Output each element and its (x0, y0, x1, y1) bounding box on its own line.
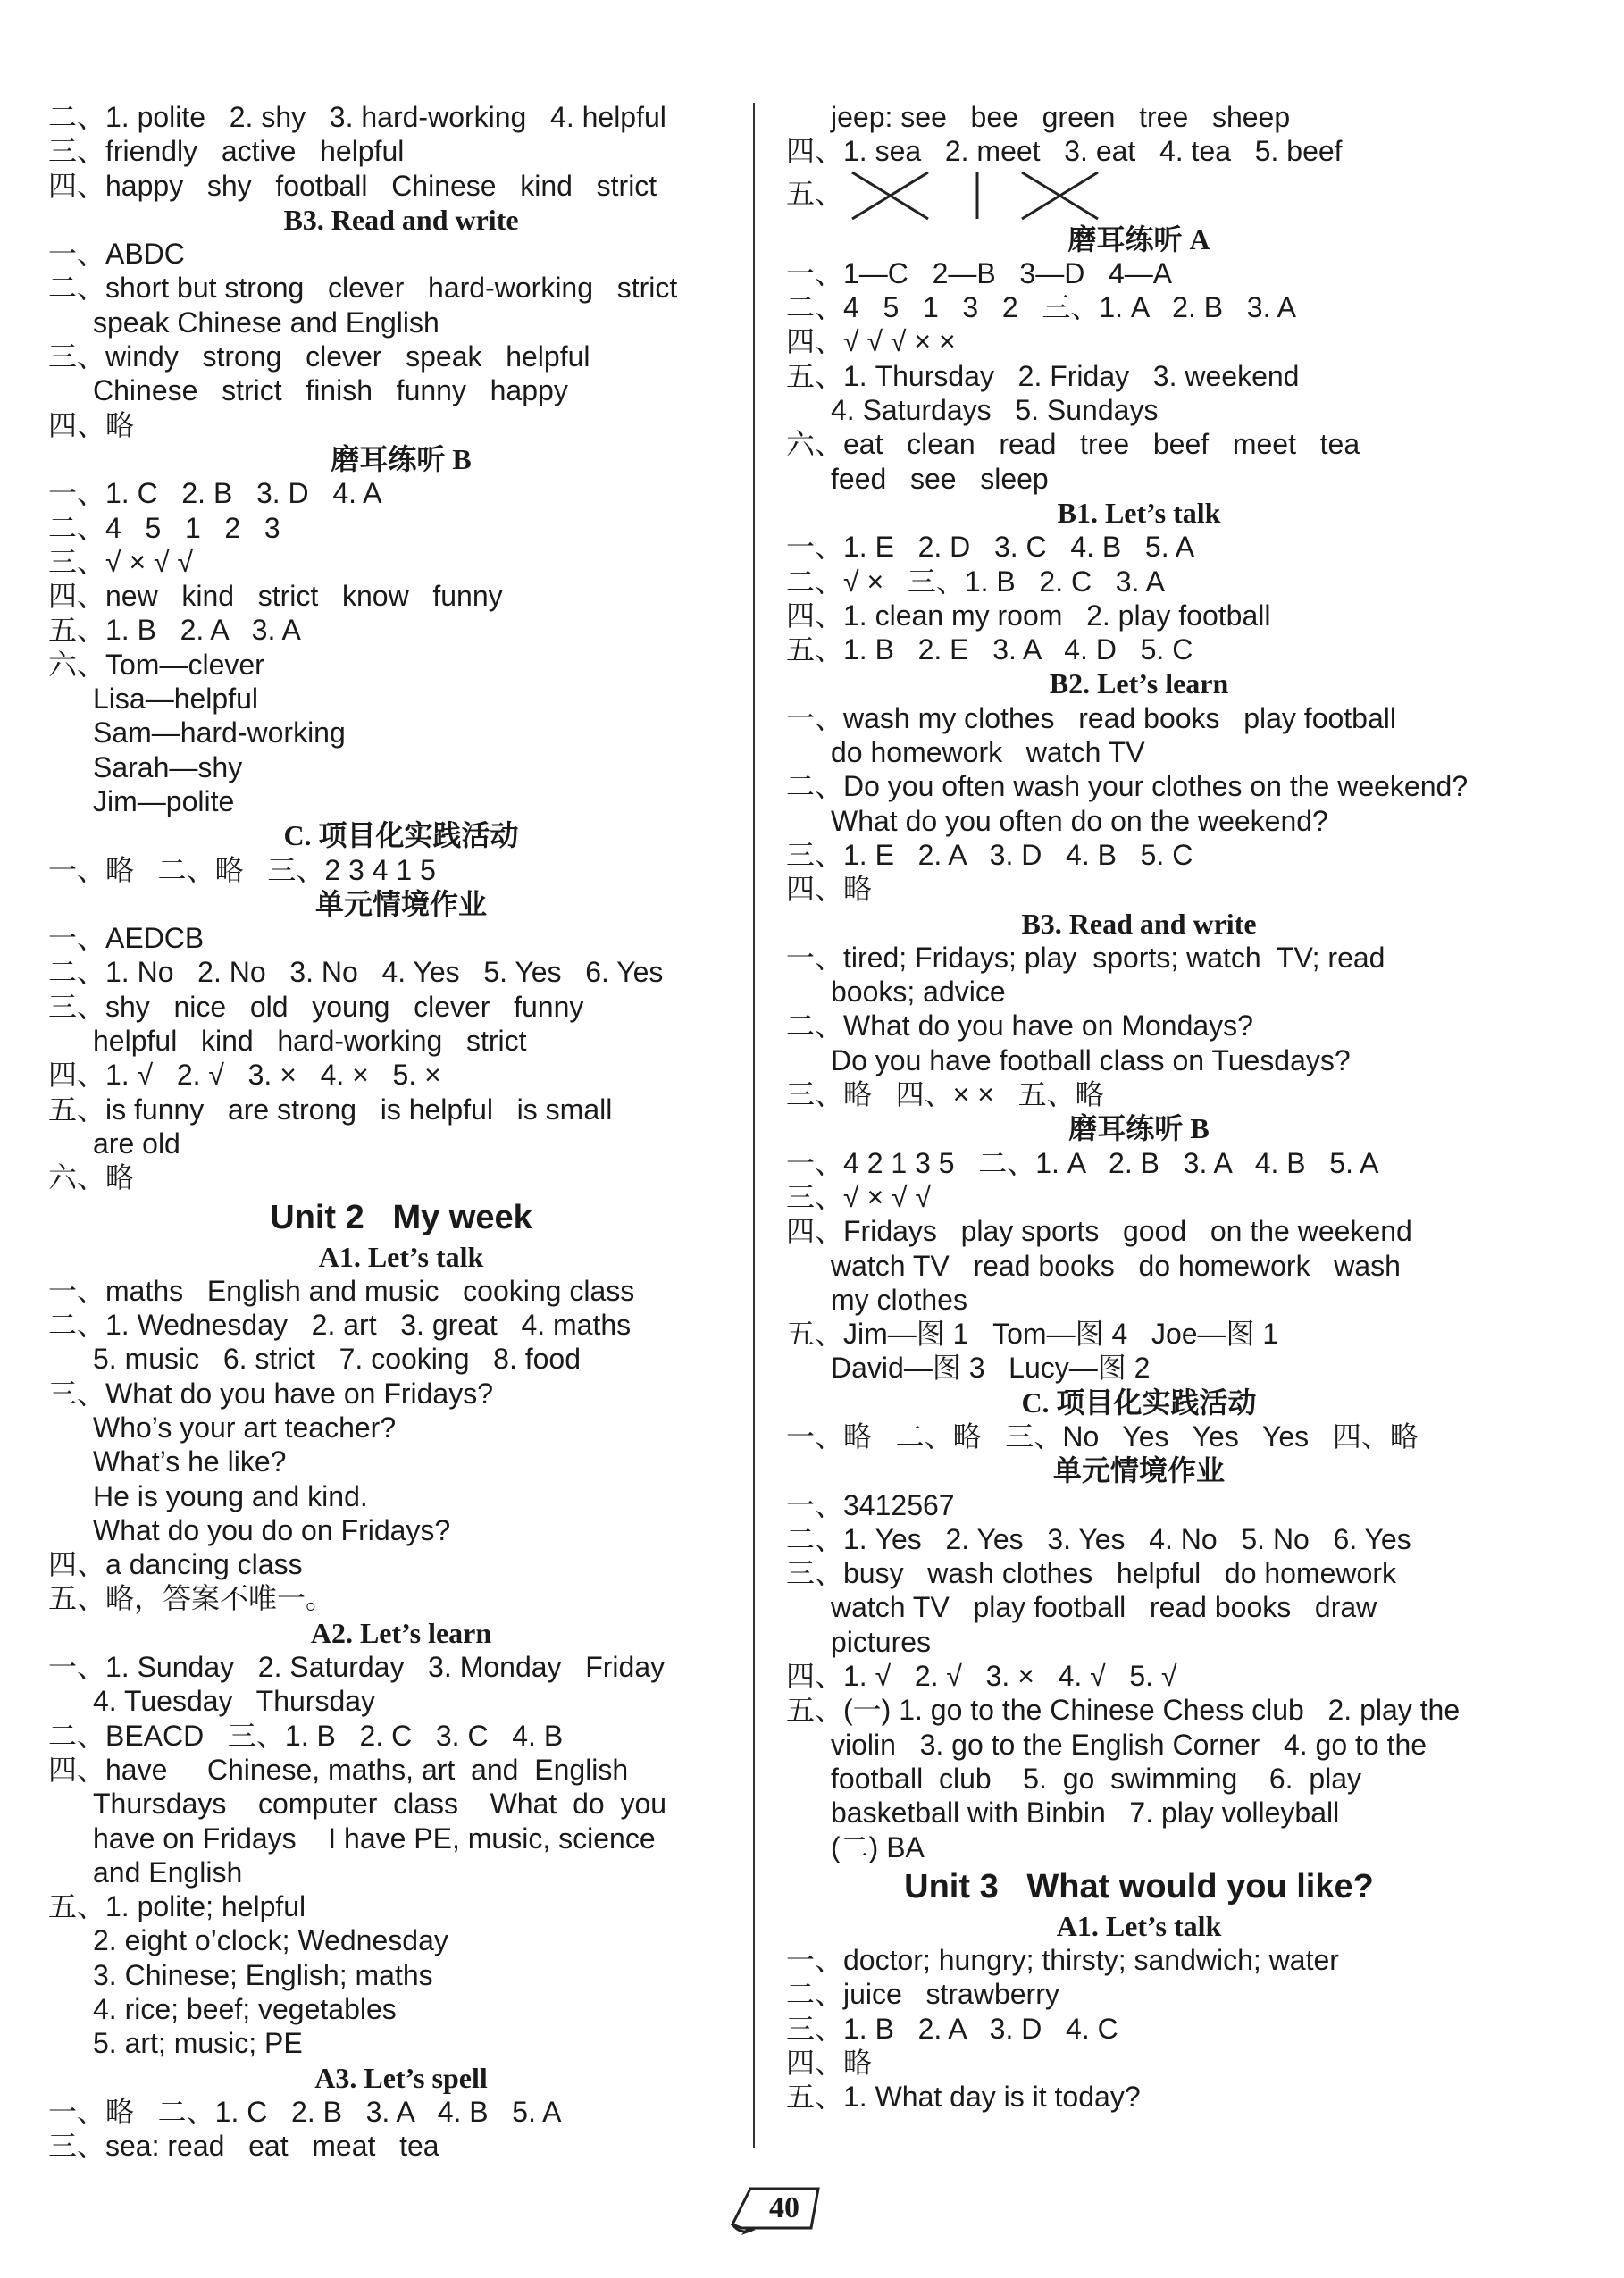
answer-line: 四、略 (786, 873, 873, 906)
answer-line: 五、1. polite; helpful (48, 1890, 306, 1923)
answer-line: 四、略 (786, 2047, 873, 2080)
answer-line: jeep: see bee green tree sheep (831, 101, 1291, 133)
answer-line: 五、1. What day is it today? (786, 2081, 1141, 2114)
answer-line: my clothes (831, 1283, 967, 1316)
answer-line: 五、Jim—图 1 Tom—图 4 Joe—图 1 (786, 1318, 1279, 1351)
answer-line: 四、happy shy football Chinese kind strict (48, 169, 657, 202)
answer-line: 四、a dancing class (48, 1548, 303, 1581)
answer-line: 一、1. E 2. D 3. C 4. B 5. A (786, 531, 1195, 564)
answer-line: 一、maths English and music cooking class (48, 1274, 635, 1307)
answer-line: 六、Tom—clever (48, 648, 264, 681)
answer-line: 四、√ √ √ × × (786, 325, 956, 358)
answer-line: are old (93, 1126, 180, 1160)
section-heading: Unit 3 What would you like? (904, 1867, 1374, 1905)
answer-line: books; advice (831, 976, 1006, 1009)
answer-line: 五、is funny are strong is helpful is small (48, 1093, 613, 1126)
left-column (48, 100, 754, 2164)
answer-line: helpful kind hard-working strict (93, 1025, 527, 1058)
answer-label: 五、 (786, 177, 844, 210)
answer-line: 一、ABDC (48, 238, 185, 271)
answer-line: 三、√ × √ √ (786, 1180, 932, 1213)
answer-line: 一、tired; Fridays; play sports; watch TV; read (786, 941, 1385, 974)
answer-line: 一、4 2 1 3 5 二、1. A 2. B 3. A 4. B 5. A (786, 1146, 1379, 1179)
answer-line (786, 169, 1492, 222)
answer-line: 一、略 二、略 三、2 3 4 1 5 (48, 853, 436, 886)
section-heading: 单元情境作业 (1052, 1454, 1225, 1487)
section-heading: A3. Let’s spell (314, 2061, 488, 2094)
answer-line: David—图 3 Lucy—图 2 (831, 1352, 1151, 1385)
section-heading: A2. Let’s learn (310, 1616, 492, 1649)
answer-line: 六、略 (48, 1161, 135, 1194)
answer-line: 三、shy nice old young clever funny (48, 990, 584, 1023)
answer-line: 四、1. clean my room 2. play football (786, 599, 1271, 632)
answer-line: 六、eat clean read tree beef meet tea (786, 428, 1360, 461)
answer-line: watch TV read books do homework wash (831, 1249, 1401, 1282)
answer-line: Do you have football class on Tuesdays? (831, 1043, 1351, 1076)
answer-line: 一、3412567 (786, 1488, 955, 1521)
answer-line: Lisa—helpful (93, 683, 258, 716)
answer-line: 三、1. B 2. A 3. D 4. C (786, 2012, 1118, 2045)
answer-line: What do you do on Fridays? (93, 1513, 451, 1546)
answer-line: football club 5. go swimming 6. play (831, 1762, 1362, 1795)
answer-line: 一、1. Sunday 2. Saturday 3. Monday Friday (48, 1651, 666, 1684)
answer-line: 5. art; music; PE (93, 2027, 303, 2060)
answer-line: pictures (831, 1625, 932, 1658)
answer-line: 五、1. Thursday 2. Friday 3. weekend (786, 359, 1300, 392)
answer-line: Jim—polite (93, 784, 235, 817)
answer-line: 二、Do you often wash your clothes on the weekend? (786, 770, 1469, 803)
section-heading: Unit 2 My week (270, 1198, 532, 1236)
section-heading: 磨耳练听 A (1067, 222, 1210, 255)
section-heading: A1. Let’s talk (318, 1240, 484, 1273)
answer-line: 四、略 (48, 408, 135, 441)
answer-line: 一、doctor; hungry; thirsty; sandwich; water (786, 1944, 1339, 1977)
right-column (786, 100, 1492, 2115)
answer-line: 二、4 5 1 2 3 (48, 511, 280, 544)
section-heading: 磨耳练听 B (1068, 1112, 1210, 1145)
answer-line: 四、new kind strict know funny (48, 580, 503, 613)
answer-line: 五、1. B 2. E 3. A 4. D 5. C (786, 633, 1193, 666)
answer-line: 三、√ × √ √ (48, 545, 194, 578)
answer-line: 三、friendly active helpful (48, 135, 405, 168)
column-divider (753, 103, 755, 2148)
section-heading: B3. Read and write (283, 203, 519, 236)
answer-line: 二、short but strong clever hard-working strict (48, 272, 678, 305)
answer-line: 四、1. sea 2. meet 3. eat 4. tea 5. beef (786, 135, 1343, 168)
answer-line: 二、1. Yes 2. Yes 3. Yes 4. No 5. No 6. Yes (786, 1522, 1411, 1555)
section-heading: C. 项目化实践活动 (283, 819, 519, 852)
answer-line: Sarah—shy (93, 750, 243, 783)
answer-line: 二、√ × 三、1. B 2. C 3. A (786, 565, 1165, 598)
answer-line: basketball with Binbin 7. play volleyball (831, 1796, 1340, 1830)
answer-line: 三、sea: read eat meat tea (48, 2130, 439, 2163)
answer-line: 一、1—C 2—B 3—D 4—A (786, 256, 1173, 289)
answer-line: 四、1. √ 2. √ 3. × 4. × 5. × (48, 1059, 441, 1092)
answer-line: 一、略 二、1. C 2. B 3. A 4. B 5. A (48, 2095, 562, 2128)
answer-line: 五、1. B 2. A 3. A (48, 614, 301, 647)
answer-line: 五、(一) 1. go to the Chinese Chess club 2. play the (786, 1694, 1461, 1727)
section-heading: 单元情境作业 (314, 887, 487, 920)
answer-line: 三、略 四、× × 五、略 (786, 1078, 1104, 1111)
answer-line: violin 3. go to the English Corner 4. go to the (831, 1728, 1427, 1761)
answer-line: 二、1. No 2. No 3. No 4. Yes 5. Yes 6. Yes (48, 956, 664, 989)
answer-line: He is young and kind. (93, 1479, 368, 1512)
answer-line: speak Chinese and English (93, 306, 439, 339)
section-heading: B3. Read and write (1021, 907, 1257, 940)
answer-line: feed see sleep (831, 462, 1049, 495)
answer-line: 一、1. C 2. B 3. D 4. A (48, 477, 382, 510)
section-heading: C. 项目化实践活动 (1021, 1386, 1257, 1419)
answer-line: 四、1. √ 2. √ 3. × 4. √ 5. √ (786, 1660, 1177, 1693)
matching-lines (843, 169, 1111, 222)
answer-line: Chinese strict finish funny happy (93, 374, 568, 407)
answer-line: 三、busy wash clothes helpful do homework (786, 1557, 1396, 1590)
answer-line: 一、AEDCB (48, 922, 205, 955)
section-heading: B1. Let’s talk (1057, 496, 1221, 529)
answer-line: 四、have Chinese, maths, art and English (48, 1753, 629, 1786)
answer-line: 二、1. polite 2. shy 3. hard-working 4. helpful (48, 101, 666, 133)
section-heading: B2. Let’s learn (1049, 667, 1229, 700)
answer-line: have on Fridays I have PE, music, science (93, 1822, 656, 1855)
answer-line: (二) BA (831, 1830, 925, 1863)
answer-line: 二、BEACD 三、1. B 2. C 3. C 4. B (48, 1719, 564, 1752)
answer-line: Who’s your art teacher? (93, 1411, 397, 1444)
answer-line: 5. music 6. strict 7. cooking 8. food (93, 1343, 582, 1376)
answer-line: 4. rice; beef; vegetables (93, 1993, 397, 2026)
section-heading: A1. Let’s talk (1056, 1909, 1222, 1942)
answer-line: 二、What do you have on Mondays? (786, 1009, 1253, 1043)
answer-line: Thursdays computer class What do you (93, 1788, 667, 1821)
answer-line: 三、windy strong clever speak helpful (48, 340, 590, 373)
answer-line: 三、1. E 2. A 3. D 4. B 5. C (786, 838, 1193, 871)
answer-line: What do you often do on the weekend? (831, 804, 1328, 837)
answer-line: 一、略 二、略 三、No Yes Yes Yes 四、略 (786, 1420, 1419, 1453)
answer-line: 五、略，答案不唯一。 (48, 1582, 335, 1615)
page-number: 40 (769, 2191, 799, 2224)
answer-line: watch TV play football read books draw (831, 1591, 1377, 1624)
answer-line: 三、What do you have on Fridays? (48, 1377, 494, 1410)
answer-line: do homework watch TV (831, 736, 1145, 769)
answer-line: 一、wash my clothes read books play football (786, 701, 1396, 734)
answer-line: 4. Tuesday Thursday (93, 1685, 376, 1718)
answer-line: 4. Saturdays 5. Sundays (831, 394, 1159, 427)
answer-line: What’s he like? (93, 1445, 287, 1478)
answer-line: 二、1. Wednesday 2. art 3. great 4. maths (48, 1309, 632, 1342)
answer-line: 2. eight o’clock; Wednesday (93, 1924, 448, 1957)
answer-line: Sam—hard-working (93, 716, 346, 750)
answer-line: 二、juice strawberry (786, 1978, 1059, 2011)
answer-line: 3. Chinese; English; maths (93, 1958, 433, 1991)
answer-line: 二、4 5 1 3 2 三、1. A 2. B 3. A (786, 291, 1296, 324)
answer-line: and English (93, 1855, 243, 1889)
answer-line: 四、Fridays play sports good on the weekend (786, 1215, 1412, 1248)
section-heading: 磨耳练听 B (331, 442, 472, 475)
